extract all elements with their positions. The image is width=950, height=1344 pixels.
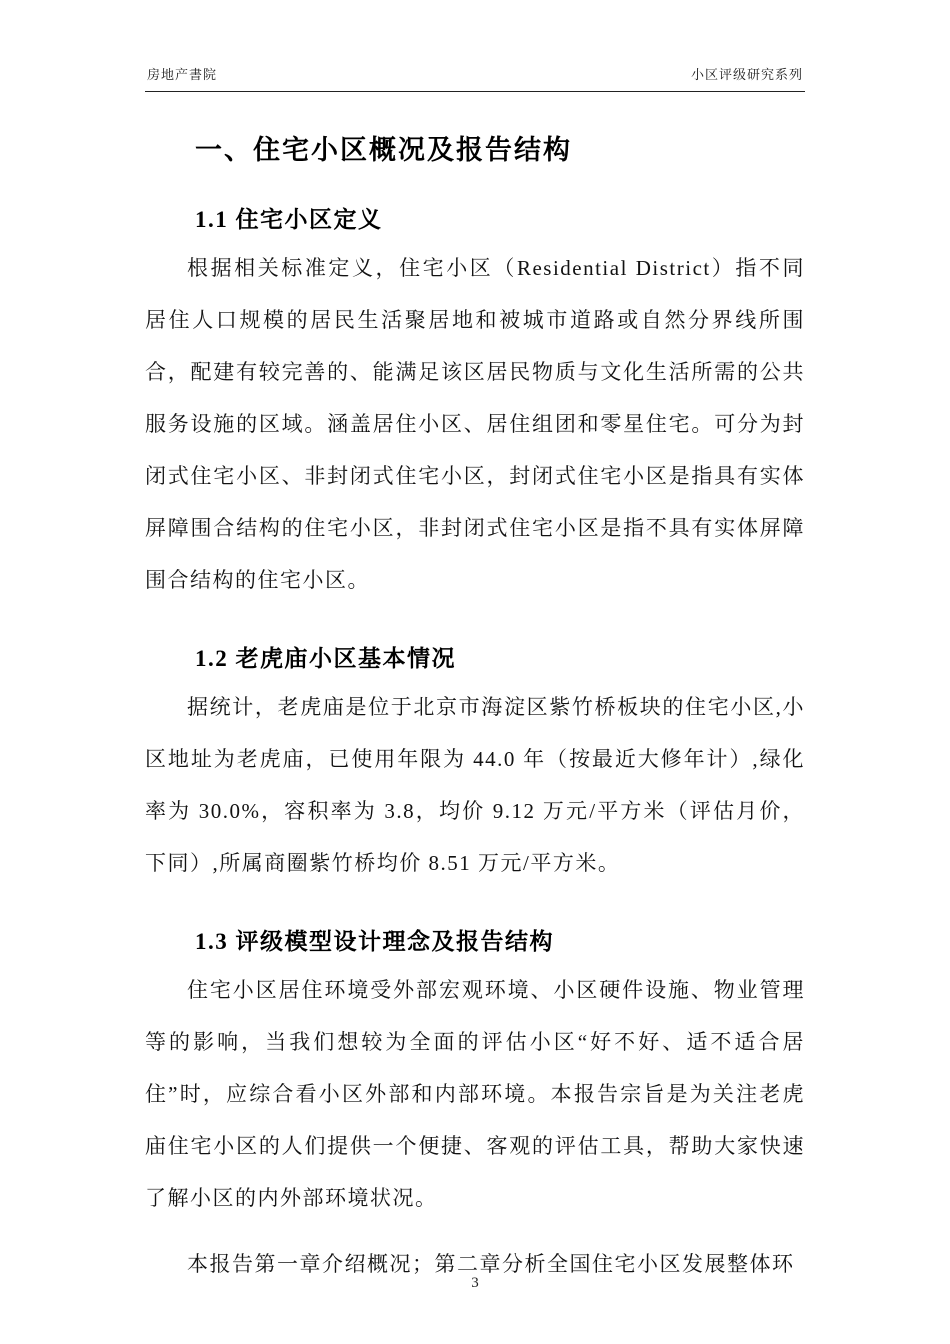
paragraph-definition: 根据相关标准定义，住宅小区（Residential District）指不同居住人口规模的居民生活聚居地和被城市道路或自然分界线所围合，配建有较完善的、能满足该区居民物质与文化生活所需的公共服务设施的区域。涵盖居住小区、居住组团和零星住宅。可分为封闭式住宅小区、非封闭式住宅小区，封闭式住宅小区是指具有实体屏障围合结构的住宅小区，非封闭式住宅小区是指不具有实体屏障围合结构的住宅小区。 <box>145 256 805 592</box>
chapter-title: 一、住宅小区概况及报告结构 <box>195 135 572 165</box>
paragraph-rating-concept: 住宅小区居住环境受外部宏观环境、小区硬件设施、物业管理等的影响，当我们想较为全面的评估小区“好不好、适不适合居住”时，应综合看小区外部和内部环境。本报告宗旨是为关注老虎庙住宅小区的人们提供一个便捷、客观的评估工具，帮助大家快速了解小区的内外部环境状况。 <box>145 978 805 1210</box>
section-heading-1-2: 1.2 老虎庙小区基本情况 <box>195 646 456 671</box>
section-heading-1-3: 1.3 评级模型设计理念及报告结构 <box>195 929 554 954</box>
page-footer <box>0 1275 950 1292</box>
paragraph-basic-info: 据统计，老虎庙是位于北京市海淀区紫竹桥板块的住宅小区,小区地址为老虎庙，已使用年限为 44.0 年（按最近大修年计）,绿化率为 30.0%，容积率为 3.8，均价 9.12 万元/平方米（评估月价，下同）,所属商圈紫竹桥均价 8.51 万元/平方米。 <box>145 695 805 875</box>
document-body <box>145 128 805 1290</box>
paragraph-report-structure: 本报告第一章介绍概况；第二章分析全国住宅小区发展整体环 <box>187 1252 795 1276</box>
page-number: 3 <box>471 1275 479 1291</box>
document-header <box>145 0 805 92</box>
header-left-text: 房地产書院 <box>147 67 218 82</box>
header-right-text: 小区评级研究系列 <box>690 67 803 82</box>
section-heading-1-1: 1.1 住宅小区定义 <box>195 207 383 232</box>
